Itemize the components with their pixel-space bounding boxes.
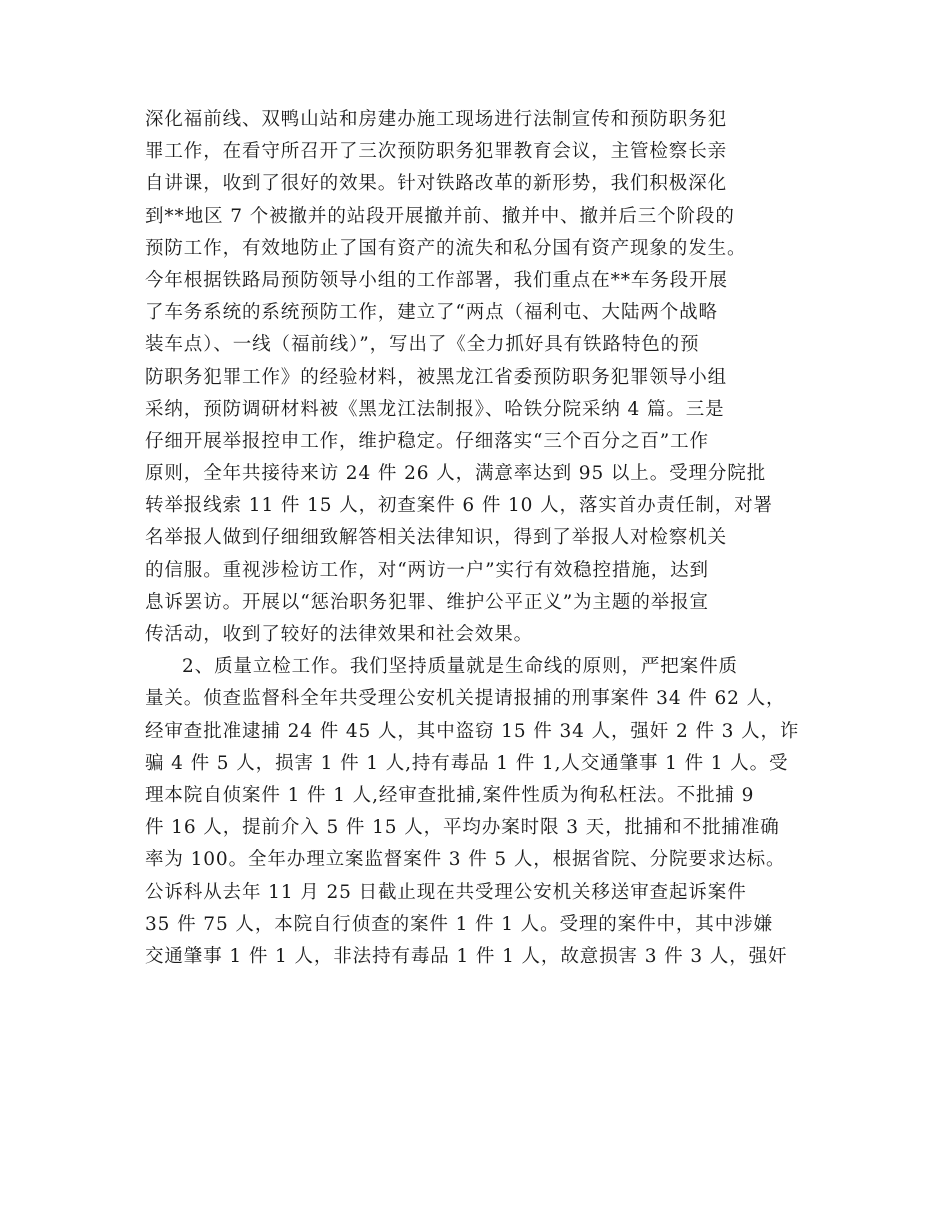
text-line: 传活动，收到了较好的法律效果和社会效果。: [145, 624, 534, 645]
text-line: 深化福前线、双鸭山站和房建办施工现场进行法制宣传和预防职务犯: [145, 109, 728, 130]
text-line: 自讲课，收到了很好的效果。针对铁路改革的新形势，我们积极深化: [145, 173, 728, 195]
text-line: 今年根据铁路局预防领导小组的工作部署，我们重点在**车务段开展: [145, 269, 728, 291]
text-line: 息诉罢访。开展以“惩治职务犯罪、维护公平正义”为主题的举报宣: [145, 591, 709, 613]
text-line: 预防工作，有效地防止了国有资产的流失和私分国有资产现象的发生。: [145, 237, 747, 259]
text-line: 骗 4 件 5 人，损害 1 件 1 人,持有毒品 1 件 1,人交通肇事 1 件 1 人。受: [145, 752, 789, 774]
text-line: 装车点）、一线（福前线）”，写出了《全力抓好具有铁路特色的预: [145, 334, 700, 356]
text-line: 35 件 75 人，本院自行侦查的案件 1 件 1 人。受理的案件中，其中涉嫌: [145, 913, 773, 935]
text-line: 到**地区 7 个被撤并的站段开展撤并前、撤并中、撤并后三个阶段的: [145, 205, 735, 227]
text-line: 仔细开展举报控申工作，维护稳定。仔细落实“三个百分之百”工作: [145, 430, 709, 452]
text-line: 防职务犯罪工作》的经验材料，被黑龙江省委预防职务犯罪领导小组: [145, 366, 728, 388]
text-line: 公诉科从去年 11 月 25 日截止现在共受理公安机关移送审查起诉案件: [145, 881, 747, 903]
text-line: 理本院自侦案件 1 件 1 人,经审查批捕,案件性质为徇私枉法。不批捕 9: [145, 784, 755, 806]
text-line: 转举报线索 11 件 15 人，初查案件 6 件 10 人，落实首办责任制，对署: [145, 495, 773, 517]
text-line: 率为 100。全年办理立案监督案件 3 件 5 人，根据省院、分院要求达标。: [145, 849, 786, 871]
text-line: 的信服。重视涉检访工作，对“两访一户”实行有效稳控措施，达到: [145, 559, 709, 581]
text-line: 交通肇事 1 件 1 人，非法持有毒品 1 件 1 人，故意损害 3 件 3 人，强奸: [145, 945, 788, 967]
text-line: 量关。侦查监督科全年共受理公安机关提请报捕的刑事案件 34 件 62 人，: [145, 688, 786, 710]
text-line: 经审查批准逮捕 24 件 45 人，其中盗窃 15 件 34 人，强奸 2 件 3 人，诈: [145, 720, 800, 742]
text-line: 了车务系统的系统预防工作，建立了“两点（福利屯、大陆两个战略: [145, 302, 718, 324]
text-line: 件 16 人，提前介入 5 件 15 人，平均办案时限 3 天，批捕和不批捕准确: [145, 817, 780, 839]
text-line: 名举报人做到仔细细致解答相关法律知识，得到了举报人对检察机关: [145, 527, 728, 549]
text-line: 采纳，预防调研材料被《黑龙江法制报》、哈铁分院采纳 4 篇。三是: [145, 398, 725, 420]
text-line: 原则，全年共接待来访 24 件 26 人，满意率达到 95 以上。受理分院批: [145, 463, 767, 485]
paragraph-start-line: 2、质量立检工作。我们坚持质量就是生命线的原则，严把案件质: [182, 656, 738, 678]
body-text: [145, 104, 825, 973]
text-line: 罪工作，在看守所召开了三次预防职务犯罪教育会议，主管检察长亲: [145, 141, 728, 163]
